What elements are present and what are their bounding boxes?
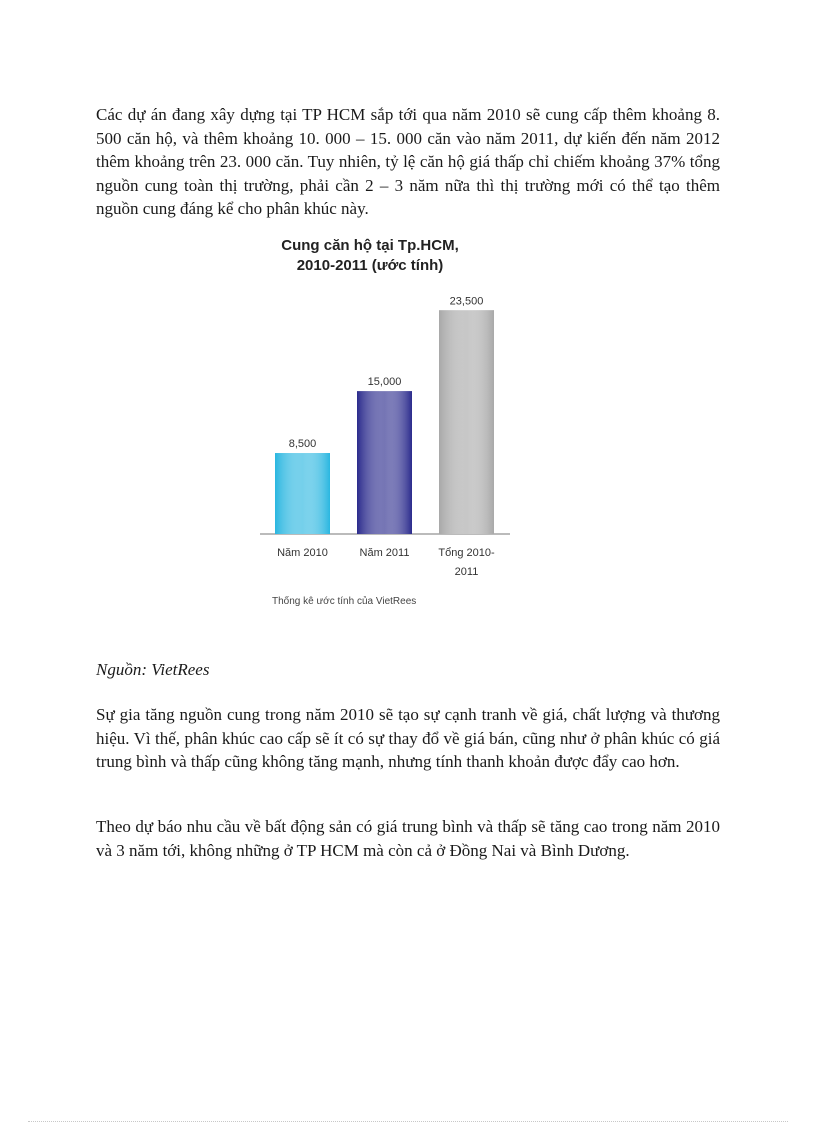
value-label-n-m-2010: 8,500 <box>288 438 317 451</box>
category-label-t-ng-2010-2011: Tổng 2010- <box>438 547 495 559</box>
page-bottom-divider <box>28 1121 788 1122</box>
value-label-t-ng-2010-2011: 23,500 <box>449 295 484 308</box>
chart-subtitle: 2010-2011 (ước tính) <box>296 257 444 274</box>
category-label-n-m-2011: Năm 2011 <box>359 547 410 559</box>
bar-shading-n-m-2010 <box>275 453 330 534</box>
chart-title: Cung căn hộ tại Tp.HCM, <box>281 237 459 254</box>
source-note: Nguồn: VietRees <box>96 660 210 679</box>
paragraph-intro: Các dự án đang xây dựng tại TP HCM sắp tới qua năm 2010 sẽ cung cấp thêm khoảng 8. 500 căn hộ, và thêm khoảng 10. 000 – 15. 000 căn vào năm 2011, dự kiến đến năm 2012 thêm khoảng trên 23. 000 căn. Tuy nhiên, tỷ lệ căn hộ giá thấp chỉ chiếm khoảng 37% tổng nguồn cung toàn thị trường, phải cần 2 – 3 năm nữa thì thị trường mới có thể tạo thêm nguồn cung đáng kể cho phân khúc này. <box>96 105 720 218</box>
bar-shading-t-ng-2010-2011 <box>439 310 494 534</box>
chart-plot <box>240 236 570 596</box>
supply-chart <box>240 236 570 626</box>
bar-shading-n-m-2011 <box>357 391 412 534</box>
paragraph-forecast: Theo dự báo nhu cầu về bất động sản có giá trung bình và thấp sẽ tăng cao trong năm 2010 và 3 năm tới, không những ở TP HCM mà còn cả ở Đồng Nai và Bình Dương. <box>96 817 720 860</box>
chart-caption: Thống kê ước tính của VietRees <box>272 596 417 607</box>
paragraph-competition: Sự gia tăng nguồn cung trong năm 2010 sẽ tạo sự cạnh tranh về giá, chất lượng và thương hiệu. Vì thế, phân khúc cao cấp sẽ ít có sự thay đổ về giá bán, cũng như ở phân khúc có giá trung bình và thấp cũng không tăng mạnh, nhưng tính thanh khoản được đẩy cao hơn. <box>96 705 720 771</box>
category-label-t-ng-2010-2011-line2: 2011 <box>454 566 479 578</box>
category-label-n-m-2010: Năm 2010 <box>277 547 328 559</box>
value-label-n-m-2011: 15,000 <box>367 376 402 389</box>
